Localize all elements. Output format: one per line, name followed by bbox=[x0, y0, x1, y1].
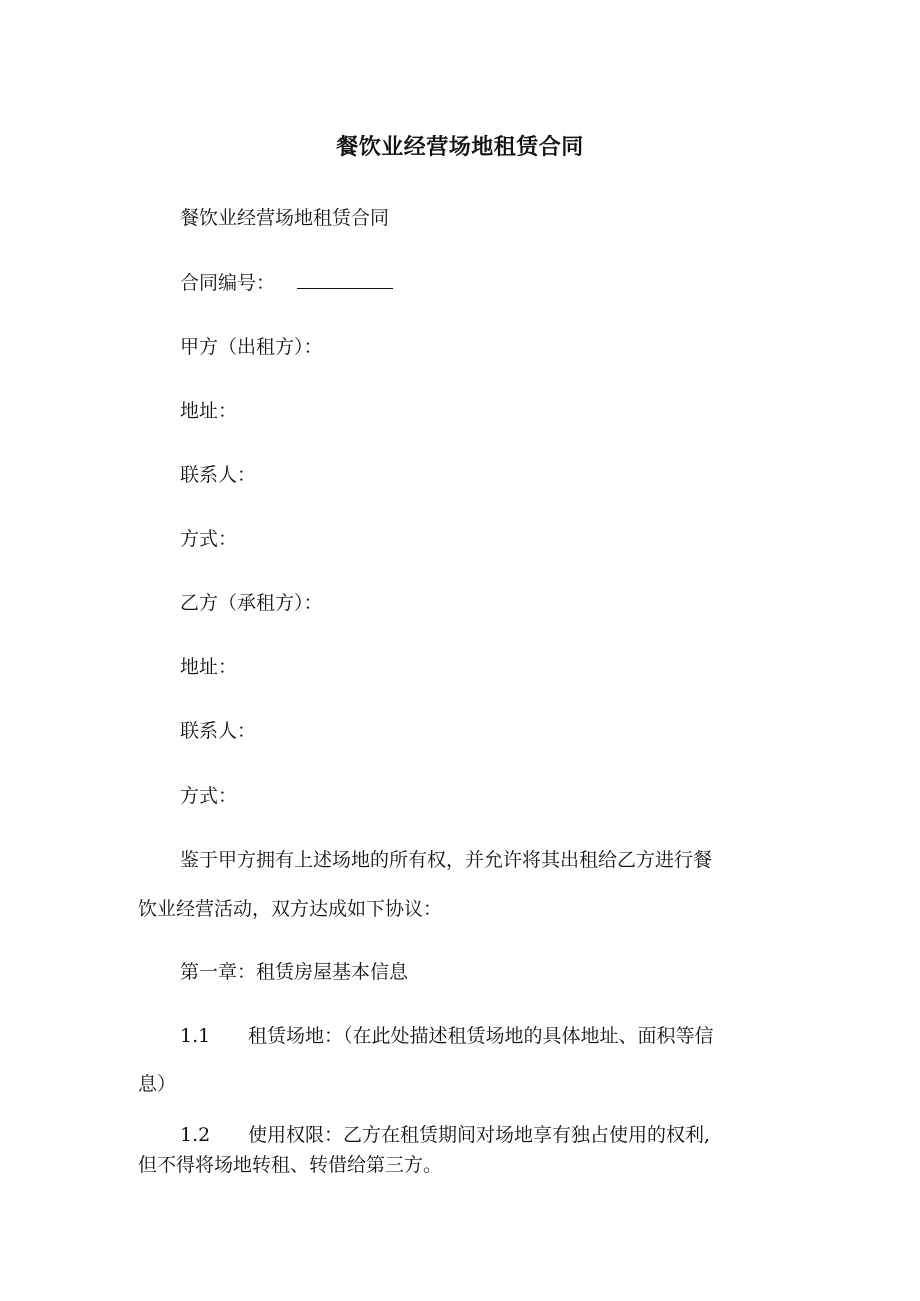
document-subtitle: 餐饮业经营场地租赁合同 bbox=[180, 207, 390, 229]
party-b-contact: 联系人： bbox=[180, 720, 257, 742]
party-a-contact: 联系人： bbox=[180, 464, 257, 486]
party-b-heading: 乙方（承租方）： bbox=[180, 592, 323, 614]
preamble-line-1: 鉴于甲方拥有上述场地的所有权，并允许将其出租给乙方进行餐 bbox=[180, 849, 713, 871]
contract-number-blank bbox=[297, 268, 393, 289]
clause-1-2-text: 使用权限：乙方在租赁期间对场地享有独占使用的权利, bbox=[248, 1124, 711, 1146]
party-b-method: 方式： bbox=[180, 785, 238, 807]
party-a-address: 地址： bbox=[180, 400, 238, 422]
contract-number-row bbox=[180, 268, 393, 298]
party-b-address: 地址： bbox=[180, 656, 238, 678]
contract-number-label: 合同编号： bbox=[180, 272, 276, 294]
clause-1-1-text: 租赁场地：（在此处描述租赁场地的具体地址、面积等信 bbox=[248, 1025, 714, 1047]
chapter-1-heading: 第一章：租赁房屋基本信息 bbox=[180, 961, 409, 983]
clause-1-2-continuation: 但不得将场地转租、转借给第三方。 bbox=[138, 1154, 443, 1176]
document-title: 餐饮业经营场地租赁合同 bbox=[336, 135, 584, 160]
party-a-method: 方式： bbox=[180, 528, 238, 550]
clause-1-1-continuation: 息） bbox=[138, 1073, 177, 1095]
clause-1-1-number: 1.1 bbox=[180, 1025, 211, 1047]
clause-1-1 bbox=[180, 1021, 714, 1051]
clause-1-2 bbox=[180, 1120, 710, 1150]
clause-1-2-number: 1.2 bbox=[180, 1124, 211, 1146]
preamble-line-2: 饮业经营活动，双方达成如下协议： bbox=[138, 898, 443, 920]
party-a-heading: 甲方（出租方）： bbox=[180, 336, 323, 358]
